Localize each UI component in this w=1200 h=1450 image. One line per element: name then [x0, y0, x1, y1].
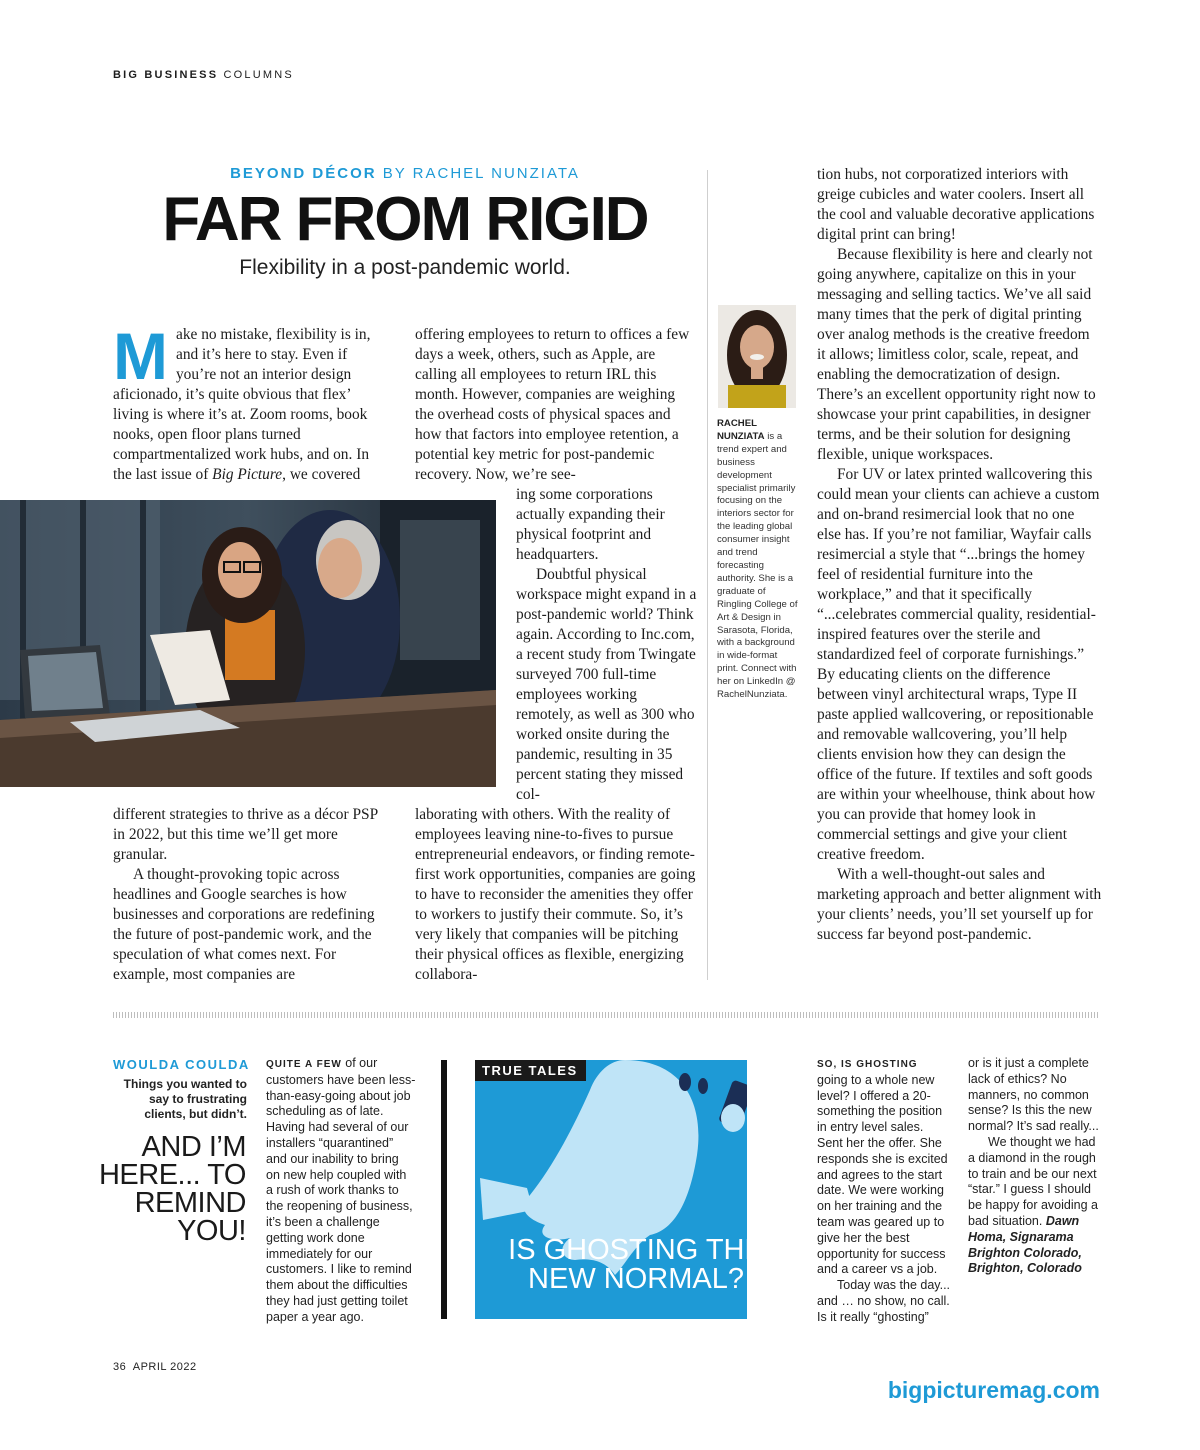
office-photo	[0, 500, 496, 787]
author-headshot	[718, 305, 796, 408]
author-bio: RACHEL NUNZIATA is a trend expert and business development specialist primarily focusing on the interiors sector for the leading global consumer insight and trend forecasting authority. She is a graduate of Ringling College of Art & Design in Sarasota, Florida, with a background in wide-format print. Connect with her on LinkedIn @ RachelNunziata.	[717, 418, 798, 701]
folio: 36 APRIL 2022	[113, 1361, 197, 1373]
body-column-2-middle: ing some corporations actually expanding their physical footprint and headquarters. Doubtful physical workspace might expand in a post-pandemic world? Think again. According to Inc.com, a recent study from Twingate surveyed 700 full-time employees working remotely, as well as 300 who worked onsite during the pandemic, resulting in 35 percent stating they missed col-	[516, 486, 697, 803]
author-name: RACHEL NUNZIATA	[717, 418, 765, 442]
body-column-1-bottom: different strategies to thrive as a décor PSP in 2022, but this time we’ll get more granular. A thought-provoking topic across headlines and Google searches is how businesses and corporations are redefining the future of post-pandemic work, and the speculation of what comes next. For example, most companies are	[113, 806, 378, 983]
body-column-3: tion hubs, not corporatized interiors with greige cubicles and water coolers. Insert all the cool and valuable decorative applications digital print can bring! Because flexibility is here and clearly not going anywhere, capitalize on this in your messaging and selling tactics. We’ve all said many times that the perk of digital printing over analog methods is the creative freedom it allows; limitless color, scale, repeat, and enabling the democratization of design. There’s an excellent opportunity right now to showcase your print capabilities, in designer terms, and be their solution for designing flexible, unique workspaces. For UV or latex printed wallcovering this could mean your clients can achieve a custom and on-brand resimercial look that no one else has. If you’re not familiar, Wayfair calls resimercial a style that “...brings the homey feel of residential furniture into the workplace,” and that it specifically “...celebrates commercial quality, residential-inspired features over the sterile and standardized feel of corporate furnishings.” By educating clients on the difference between vinyl architectural wraps, Type II paste applied wallcovering, or repositionable and removable wallcovering, you’ll help clients envision how they can design the office of the future. If textiles and soft goods are within your wheelhouse, think about how you can provide that homey look in commercial settings and give your client creative freedom. With a well-thought-out sales and marketing approach and better alignment with your clients’ needs, you’ll set yourself up for success far beyond post-pandemic.	[817, 166, 1102, 943]
black-bar	[441, 1060, 447, 1319]
body-column-1-top: Make no mistake, flexibility is in, and it’s here to stay. Even if you’re not an interior design aficionado, it’s quite obvious that flex’ living is where it’s at. Zoom rooms, book nooks, open floor plans turned compartmentalized work hubs, and on. In the last issue of Big Picture, we covered	[113, 319, 371, 483]
column-name: BEYOND DÉCOR	[230, 165, 377, 182]
running-head: BIG BUSINESS COLUMNS	[113, 69, 294, 81]
column-divider	[707, 170, 708, 980]
woulda-coulda-subtitle: Things you wanted to say to frustrating clients, but didn’t.	[123, 1077, 247, 1121]
headline: FAR FROM RIGID	[162, 185, 648, 254]
section-divider	[113, 1012, 1100, 1018]
woulda-coulda-label: WOULDA COULDA	[113, 1057, 250, 1072]
article-kicker	[110, 165, 700, 182]
signature: Dawn Homa, Signarama Brighton Colorado, Brighton, Colorado	[968, 1213, 1082, 1276]
deck: Flexibility in a post-pandemic world.	[239, 256, 571, 279]
body-column-2-top: offering employees to return to offices a few days a week, others, such as Apple, are calling all employees to return IRL this month. However, companies are weighing the overhead costs of physical spaces and how that factors into employee retention, a potential key metric for post-pandemic recovery. Now, we’re see-	[415, 326, 690, 483]
body-column-2-bottom: laborating with others. With the reality of employees leaving nine-to-fives to pursue entrepreneurial endeavors, or finding remote-first work opportunities, companies are going to have to reconsider the amenities they offer to workers to justify their commute. So, it’s very likely that companies will be pitching their physical offices as flexible, energizing collabora-	[415, 806, 696, 983]
true-tales-label: TRUE TALES	[475, 1060, 586, 1081]
true-tales-text-col2: or is it just a complete lack of ethics? No manners, no common sense? Is this the new normal? It’s sad really... We thought we had a diamond in the rough to train and be our next “star.” I guess I should be happy for avoiding a bad situation. Dawn Homa, Signarama Brighton Colorado, Brighton, Colorado	[968, 1056, 1099, 1276]
true-tales-title: IS GHOSTING THE NEW NORMAL?	[508, 1234, 764, 1295]
true-tales-text-col1: SO, IS GHOSTING going to a whole new level? I offered a 20-something the position in entry level sales. Sent her the offer. She responds she is excited and agrees to the start date. We were working on her training and the team was geared up to give her the best opportunity for success and a career vs a job. Today was the day... and … no show, no call. Is it really “ghosting”	[817, 1059, 951, 1324]
drop-cap: M	[113, 319, 168, 393]
website-link[interactable]: bigpicturemag.com	[887, 1377, 1100, 1403]
byline: BY RACHEL NUNZIATA	[382, 165, 580, 182]
woulda-coulda-text: QUITE A FEW of our customers have been less-than-easy-going about job scheduling as of late. Having had several of our installers “quarantined” and our inability to bring on new help coupled with a rush of work thanks to the reopening of business, it’s been a challenge getting work done immediately for our customers. I like to remind them about the difficulties they had just getting toilet paper a year ago.	[266, 1056, 416, 1324]
woulda-coulda-quote: AND I’M HERE... TO REMIND YOU!	[98, 1131, 246, 1247]
